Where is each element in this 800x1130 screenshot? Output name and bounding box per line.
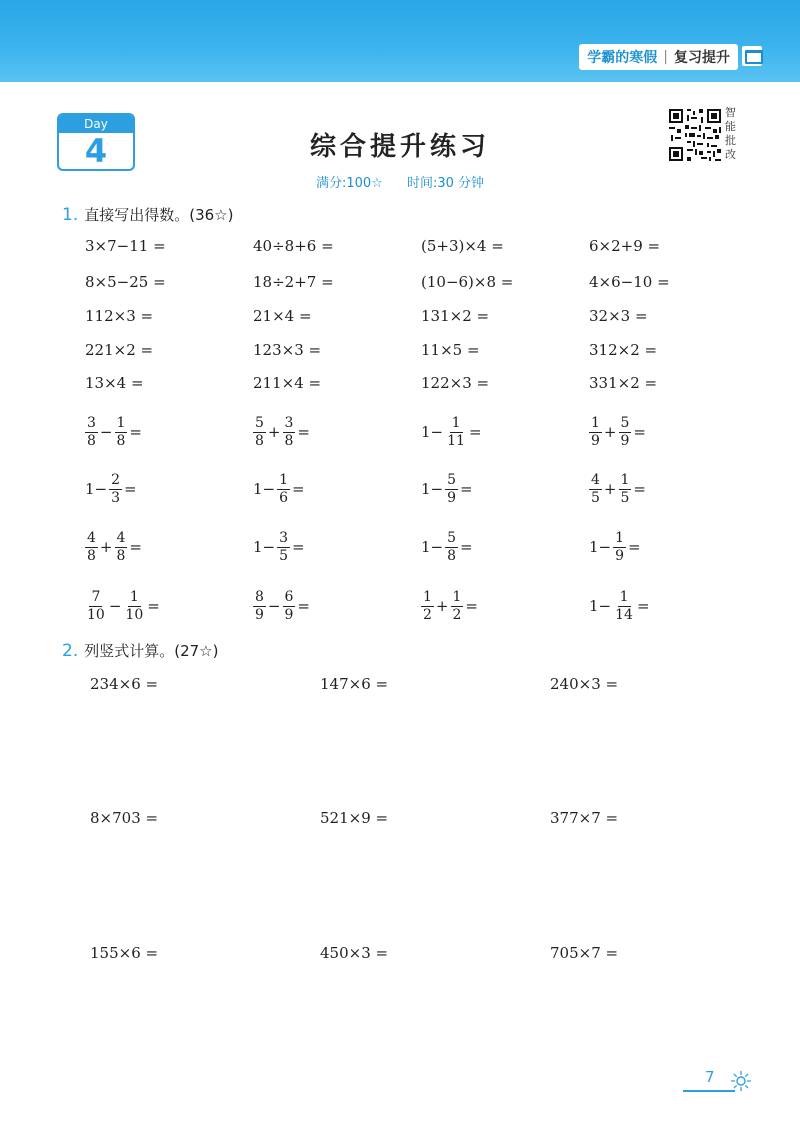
section-2-number: 2. <box>62 641 79 661</box>
problem-3-4 <box>588 304 649 328</box>
problem-8-2 <box>252 529 306 564</box>
fraction <box>445 472 458 507</box>
section-1-title <box>62 204 233 225</box>
denominator: 3 <box>111 489 121 506</box>
expression-text: 6×2+9 = <box>589 237 661 255</box>
numerator: 1 <box>423 588 432 605</box>
denominator: 5 <box>620 489 630 506</box>
numerator: 1 <box>279 471 289 488</box>
problem-7-1 <box>84 471 138 506</box>
fraction <box>613 530 626 565</box>
numerator: 2 <box>111 471 121 488</box>
problem-5-3 <box>420 371 490 395</box>
expression-text: = <box>297 597 310 615</box>
fraction <box>589 472 602 507</box>
numerator: 5 <box>620 414 630 431</box>
qr-code-icon[interactable] <box>667 107 723 163</box>
problem-3-2 <box>252 304 313 328</box>
expression-text: 1− <box>85 480 108 498</box>
series-subtitle: 复习提升 <box>674 50 730 66</box>
expression-text: 13×4 = <box>85 374 144 392</box>
expression-text: + <box>603 423 617 441</box>
expression-text: = <box>636 597 650 615</box>
numerator: 1 <box>591 414 600 431</box>
numerator: 4 <box>87 529 96 546</box>
problem-3-1 <box>84 304 154 328</box>
expression-text: 1− <box>589 597 612 615</box>
problem-9-3 <box>420 588 479 623</box>
time-limit: 时间:30 分钟 <box>406 176 485 191</box>
fraction <box>85 530 98 565</box>
expression-text: 312×2 = <box>589 341 658 359</box>
denominator: 6 <box>279 489 289 506</box>
expression-text: = <box>465 597 478 615</box>
full-score: 满分:100☆ <box>315 176 383 191</box>
numerator: 4 <box>591 471 600 488</box>
expression-text: = <box>460 538 473 556</box>
problem-5-4 <box>588 371 658 395</box>
problem-4-1 <box>84 338 154 362</box>
vertical-problem-2-3: 377×7 = <box>550 809 619 827</box>
expression-text: 8×5−25 = <box>85 273 166 291</box>
denominator: 9 <box>447 489 457 506</box>
section-1-text: 直接写出得数。(36☆) <box>84 206 234 224</box>
problem-2-4 <box>588 270 671 294</box>
fraction <box>123 589 145 624</box>
denominator: 10 <box>87 606 105 623</box>
section-2-text: 列竖式计算。(27☆) <box>84 642 219 660</box>
denominator: 2 <box>423 606 432 623</box>
denominator: 8 <box>116 432 126 449</box>
numerator: 5 <box>447 529 457 546</box>
problem-1-3 <box>420 234 505 258</box>
problem-4-3 <box>420 338 481 362</box>
fraction <box>589 415 602 450</box>
problem-1-4 <box>588 234 661 258</box>
expression-text: 32×3 = <box>589 307 648 325</box>
book-icon <box>742 46 762 66</box>
numerator: 3 <box>87 414 96 431</box>
numerator: 1 <box>116 414 126 431</box>
vertical-problem-1-2: 147×6 = <box>320 675 389 693</box>
denominator: 14 <box>615 606 633 623</box>
numerator: 5 <box>255 414 264 431</box>
problem-9-2 <box>252 588 311 623</box>
fraction <box>283 415 296 450</box>
problem-2-1 <box>84 270 167 294</box>
expression-text: = <box>129 423 142 441</box>
fraction <box>421 589 434 624</box>
problem-5-1 <box>84 371 145 395</box>
fraction <box>115 530 128 565</box>
numerator: 1 <box>615 529 625 546</box>
denominator: 8 <box>87 547 96 564</box>
denominator: 8 <box>87 432 96 449</box>
numerator: 8 <box>255 588 264 605</box>
sun-icon <box>730 1070 752 1092</box>
fraction <box>85 589 107 624</box>
expression-text: − <box>99 423 113 441</box>
expression-text: − <box>267 597 281 615</box>
vertical-problem-3-3: 705×7 = <box>550 944 619 962</box>
fraction <box>619 415 632 450</box>
problem-8-4 <box>588 529 642 564</box>
numerator: 1 <box>129 588 139 605</box>
vertical-problem-2-2: 521×9 = <box>320 809 389 827</box>
expression-text: = <box>292 480 305 498</box>
vertical-problem-2-1: 8×703 = <box>90 809 159 827</box>
expression-text: 122×3 = <box>421 374 490 392</box>
denominator: 5 <box>279 547 289 564</box>
footer-divider <box>683 1090 735 1092</box>
numerator: 1 <box>452 588 462 605</box>
expression-text: 1− <box>253 538 276 556</box>
expression-text: 1− <box>421 480 444 498</box>
expression-text: (10−6)×8 = <box>421 273 514 291</box>
denominator: 9 <box>620 432 630 449</box>
page-number: 7 <box>705 1068 715 1086</box>
numerator: 3 <box>279 529 289 546</box>
problem-4-2 <box>252 338 322 362</box>
fraction <box>283 589 296 624</box>
numerator: 6 <box>284 588 294 605</box>
denominator: 5 <box>591 489 600 506</box>
numerator: 1 <box>619 588 629 605</box>
series-separator: | <box>663 49 668 65</box>
fraction <box>445 530 458 565</box>
expression-text: + <box>435 597 449 615</box>
day-number: 4 <box>84 132 108 170</box>
numerator: 4 <box>116 529 126 546</box>
problem-4-4 <box>588 338 658 362</box>
problem-2-2 <box>252 270 335 294</box>
denominator: 10 <box>125 606 144 623</box>
vertical-problem-3-2: 450×3 = <box>320 944 389 962</box>
expression-text: = <box>147 597 160 615</box>
numerator: 1 <box>620 471 630 488</box>
problem-5-2 <box>252 371 322 395</box>
expression-text: + <box>267 423 281 441</box>
problem-6-3 <box>420 414 483 449</box>
fraction <box>445 415 467 450</box>
fraction <box>277 530 290 565</box>
problem-9-4 <box>588 588 651 623</box>
problem-8-3 <box>420 529 474 564</box>
fraction <box>253 589 266 624</box>
day-label: Day <box>59 115 133 133</box>
expression-text: 1− <box>589 538 612 556</box>
expression-text: = <box>292 538 305 556</box>
fraction <box>619 472 632 507</box>
expression-text: = <box>129 538 142 556</box>
numerator: 5 <box>447 471 457 488</box>
problem-2-3 <box>420 270 514 294</box>
expression-text: + <box>603 480 617 498</box>
fraction <box>613 589 635 624</box>
expression-text: 221×2 = <box>85 341 154 359</box>
vertical-problem-3-1: 155×6 = <box>90 944 159 962</box>
series-tag <box>579 44 738 70</box>
fraction <box>451 589 464 624</box>
expression-text: + <box>99 538 113 556</box>
problem-6-4 <box>588 414 647 449</box>
denominator: 8 <box>447 547 457 564</box>
fraction <box>85 415 98 450</box>
problem-8-1 <box>84 529 143 564</box>
denominator: 9 <box>284 606 294 623</box>
denominator: 8 <box>255 432 264 449</box>
expression-text: 4×6−10 = <box>589 273 670 291</box>
expression-text: − <box>108 597 122 615</box>
denominator: 2 <box>452 606 462 623</box>
denominator: 8 <box>284 432 294 449</box>
page-title: 综合提升练习 <box>309 132 490 162</box>
expression-text: 40÷8+6 = <box>253 237 334 255</box>
expression-text: = <box>124 480 137 498</box>
problem-7-3 <box>420 471 474 506</box>
expression-text: 11×5 = <box>421 341 480 359</box>
expression-text: 1− <box>421 538 444 556</box>
expression-text: = <box>468 423 482 441</box>
exercise-meta <box>0 172 800 191</box>
numerator: 7 <box>91 588 101 605</box>
problem-7-2 <box>252 471 306 506</box>
series-name: 学霸的寒假 <box>587 50 658 66</box>
problem-1-2 <box>252 234 335 258</box>
fraction <box>253 415 266 450</box>
expression-text: 131×2 = <box>421 307 490 325</box>
problem-3-3 <box>420 304 490 328</box>
denominator: 8 <box>116 547 126 564</box>
denominator: 9 <box>615 547 625 564</box>
expression-text: = <box>297 423 310 441</box>
problem-7-4 <box>588 471 647 506</box>
section-1-number: 1. <box>62 205 79 225</box>
numerator: 3 <box>284 414 294 431</box>
numerator: 1 <box>451 414 461 431</box>
problem-6-2 <box>252 414 311 449</box>
expression-text: 211×4 = <box>253 374 322 392</box>
expression-text: 1− <box>421 423 444 441</box>
expression-text: = <box>633 480 646 498</box>
fraction <box>109 472 122 507</box>
expression-text: 3×7−11 = <box>85 237 166 255</box>
expression-text: (5+3)×4 = <box>421 237 504 255</box>
denominator: 9 <box>255 606 264 623</box>
problem-1-1 <box>84 234 167 258</box>
expression-text: = <box>633 423 646 441</box>
problem-6-1 <box>84 414 143 449</box>
expression-text: 21×4 = <box>253 307 312 325</box>
denominator: 9 <box>591 432 600 449</box>
problem-9-1 <box>84 588 161 623</box>
expression-text: = <box>460 480 473 498</box>
vertical-problem-1-3: 240×3 = <box>550 675 619 693</box>
qr-label: 智能批改 <box>725 106 736 161</box>
expression-text: 331×2 = <box>589 374 658 392</box>
fraction <box>277 472 290 507</box>
fraction <box>115 415 128 450</box>
expression-text: 112×3 = <box>85 307 154 325</box>
expression-text: 123×3 = <box>253 341 322 359</box>
expression-text: 1− <box>253 480 276 498</box>
expression-text: 18÷2+7 = <box>253 273 334 291</box>
denominator: 11 <box>447 432 465 449</box>
expression-text: = <box>628 538 641 556</box>
section-2-title <box>62 640 218 661</box>
vertical-problem-1-1: 234×6 = <box>90 675 159 693</box>
